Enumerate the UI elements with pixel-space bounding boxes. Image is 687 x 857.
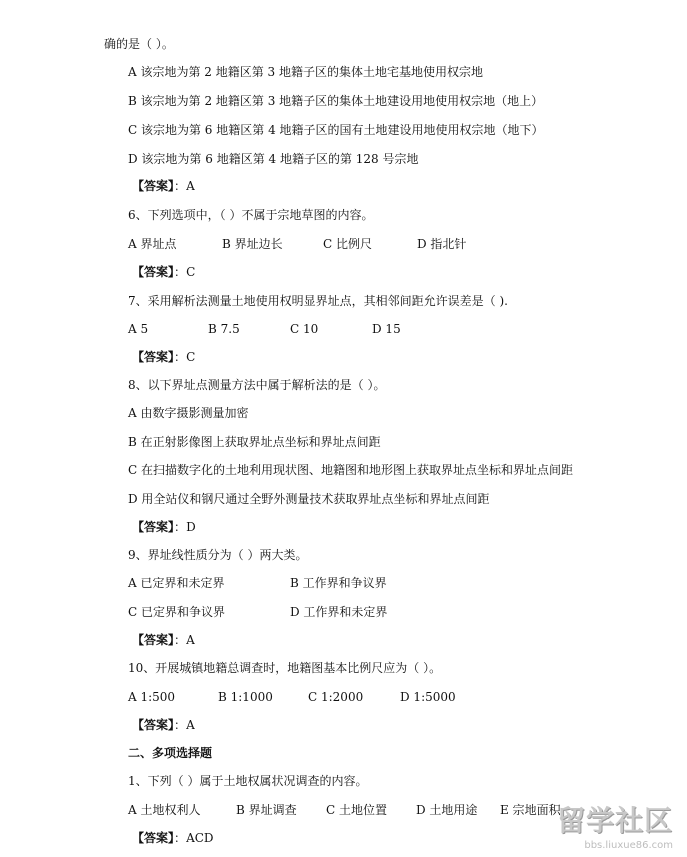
q9-option-c: C 已定界和争议界 <box>128 605 225 619</box>
answer-colon: ： <box>174 265 187 279</box>
m1-option-b: B 界址调查 <box>236 803 297 817</box>
q7-option-b: B 7.5 <box>208 322 240 336</box>
answer-bracket-left: 【 <box>132 718 145 732</box>
q8-option-b: B 在正射影像图上获取界址点坐标和界址点间距 <box>128 435 381 449</box>
q8-answer <box>132 519 196 535</box>
answer-bracket-left: 【 <box>132 633 145 647</box>
section-heading-multiple-choice: 二、多项选择题 <box>128 746 213 760</box>
q7-option-a: A 5 <box>128 322 149 336</box>
answer-bracket-right: 】 <box>168 265 175 279</box>
m1-option-d: D 土地用途 <box>416 803 478 817</box>
answer-bracket-right: 】 <box>168 633 175 647</box>
answer-bracket-left: 【 <box>132 831 145 845</box>
q5-answer <box>132 178 195 194</box>
answer-label: 答案 <box>144 265 169 279</box>
answer-value: A <box>186 718 195 732</box>
q9-option-d: D 工作界和未定界 <box>290 605 388 619</box>
m1-option-c: C 土地位置 <box>326 803 387 817</box>
q9-answer <box>132 632 195 648</box>
q6-answer <box>132 264 195 280</box>
q5-option-b: B 该宗地为第 2 地籍区第 3 地籍子区的集体土地建设用地使用权宗地（地上） <box>128 94 544 108</box>
m1-option-e: E 宗地面积 <box>500 803 561 817</box>
answer-bracket-right: 】 <box>168 179 175 193</box>
answer-value: A <box>186 633 195 647</box>
answer-label: 答案 <box>144 350 169 364</box>
answer-value: C <box>186 265 196 279</box>
answer-label: 答案 <box>144 831 169 845</box>
q8-question: 8、以下界址点测量方法中属于解析法的是（ ）。 <box>128 378 386 392</box>
answer-colon: ： <box>174 718 187 732</box>
answer-value: D <box>186 520 196 534</box>
answer-bracket-right: 】 <box>168 831 175 845</box>
m1-option-a: A 土地权利人 <box>128 803 201 817</box>
answer-bracket-right: 】 <box>168 350 175 364</box>
q7-option-c: C 10 <box>290 322 319 336</box>
q10-option-d: D 1:5000 <box>400 690 456 704</box>
answer-value: C <box>186 350 196 364</box>
answer-colon: ： <box>174 520 187 534</box>
q5-option-d: D 该宗地为第 6 地籍区第 4 地籍子区的第 128 号宗地 <box>128 152 419 166</box>
q10-option-b: B 1:1000 <box>218 690 273 704</box>
m1-answer <box>132 830 214 846</box>
q9-option-b: B 工作界和争议界 <box>290 576 387 590</box>
q6-option-a: A 界址点 <box>128 237 177 251</box>
q6-option-b: B 界址边长 <box>222 237 283 251</box>
q10-question: 10、开展城镇地籍总调查时，地籍图基本比例尺应为（ ）。 <box>128 661 442 675</box>
q10-option-c: C 1:2000 <box>308 690 364 704</box>
q7-answer <box>132 349 195 365</box>
answer-label: 答案 <box>144 179 169 193</box>
q6-option-c: C 比例尺 <box>323 237 372 251</box>
answer-label: 答案 <box>144 633 169 647</box>
answer-bracket-left: 【 <box>132 179 145 193</box>
site-watermark <box>519 799 679 853</box>
answer-colon: ： <box>174 831 187 845</box>
q7-option-d: D 15 <box>372 322 401 336</box>
answer-bracket-left: 【 <box>132 265 145 279</box>
q10-option-a: A 1:500 <box>128 690 176 704</box>
answer-colon: ： <box>174 350 187 364</box>
answer-bracket-left: 【 <box>132 350 145 364</box>
m1-question: 1、下列（ ）属于土地权属状况调查的内容。 <box>128 774 368 788</box>
answer-colon: ： <box>174 179 187 193</box>
watermark-logo-text: 留学社区 <box>556 804 673 837</box>
q8-option-d: D 用全站仪和钢尺通过全野外测量技术获取界址点坐标和界址点间距 <box>128 492 490 506</box>
answer-bracket-right: 】 <box>168 718 175 732</box>
q8-option-c: C 在扫描数字化的土地利用现状图、地籍图和地形图上获取界址点坐标和界址点间距 <box>128 463 573 477</box>
answer-colon: ： <box>174 633 187 647</box>
q5-option-c: C 该宗地为第 6 地籍区第 4 地籍子区的国有土地建设用地使用权宗地（地下） <box>128 123 544 137</box>
q6-question: 6、下列选项中，（ ）不属于宗地草图的内容。 <box>128 208 374 222</box>
q9-question: 9、界址线性质分为（ ）两大类。 <box>128 548 308 562</box>
question-intro-fragment: 确的是（ ）。 <box>104 37 174 51</box>
q9-option-a: A 已定界和未定界 <box>128 576 225 590</box>
q10-answer <box>132 717 195 733</box>
answer-label: 答案 <box>144 718 169 732</box>
answer-value: A <box>186 179 195 193</box>
answer-bracket-left: 【 <box>132 520 145 534</box>
q6-option-d: D 指北针 <box>417 237 467 251</box>
answer-bracket-right: 】 <box>168 520 175 534</box>
watermark-url: bbs.liuxue86.com <box>584 840 673 851</box>
answer-value: ACD <box>186 831 214 845</box>
q7-question: 7、采用解析法测量土地使用权明显界址点，其相邻间距允许误差是（ ). <box>128 294 508 308</box>
q8-option-a: A 由数字摄影测量加密 <box>128 406 249 420</box>
q5-option-a: A 该宗地为第 2 地籍区第 3 地籍子区的集体土地宅基地使用权宗地 <box>128 65 484 79</box>
answer-label: 答案 <box>144 520 169 534</box>
